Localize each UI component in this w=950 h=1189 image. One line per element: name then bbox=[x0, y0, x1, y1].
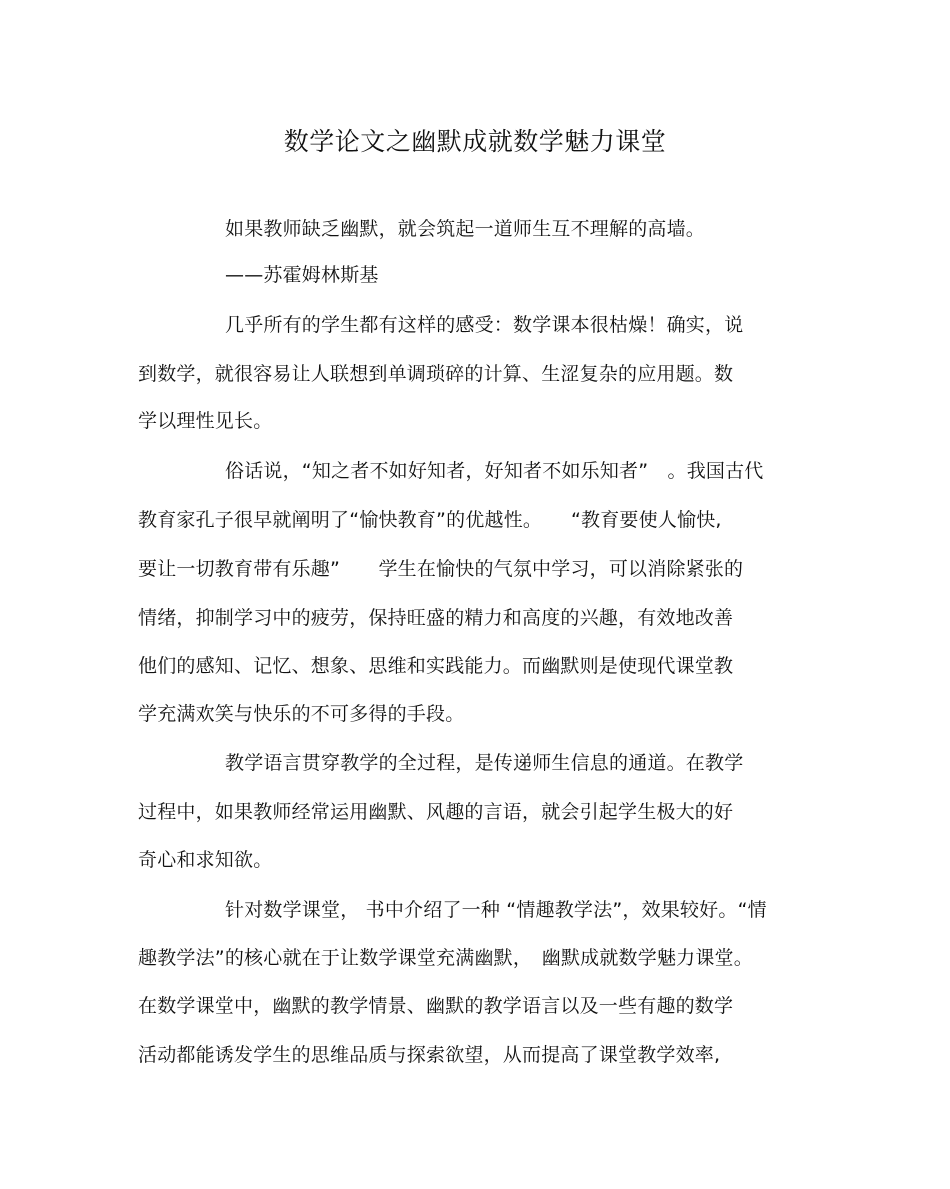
paragraph-line: 俗话说，“知之者不如好知者，好知者不如乐知者” 。我国古代 bbox=[225, 460, 764, 482]
epigraph-quote: 如果教师缺乏幽默，就会筑起一道师生互不理解的高墙。 bbox=[225, 218, 706, 240]
paragraph-line: 几乎所有的学生都有这样的感受：数学课本很枯燥！确实，说 bbox=[225, 314, 744, 336]
epigraph-author: ——苏霍姆林斯基 bbox=[225, 264, 379, 286]
paragraph-line: 学充满欢笑与快乐的不可多得的手段。 bbox=[138, 703, 465, 725]
paragraph-line: 奇心和求知欲。 bbox=[138, 849, 273, 871]
paragraph-line: 针对数学课堂， 书中介绍了一种 “情趣教学法”，效果较好。“情 bbox=[225, 899, 767, 921]
paragraph-line: 学以理性见长。 bbox=[138, 410, 273, 432]
paragraph-line: 趣教学法”的核心就在于让数学课堂充满幽默， 幽默成就数学魅力课堂。 bbox=[138, 947, 753, 969]
paragraph-line: 活动都能诱发学生的思维品质与探索欲望，从而提高了课堂教学效率, bbox=[138, 1044, 721, 1066]
paragraph-line: 在数学课堂中，幽默的教学情景、幽默的教学语言以及一些有趣的数学 bbox=[138, 995, 734, 1017]
paragraph-line: 他们的感知、记忆、想象、思维和实践能力。而幽默则是使现代课堂教 bbox=[138, 655, 734, 677]
paragraph-line: 到数学，就很容易让人联想到单调琐碎的计算、生涩复杂的应用题。数 bbox=[138, 363, 734, 385]
paragraph-line: 要让一切教育带有乐趣” 学生在愉快的气氛中学习，可以消除紧张的 bbox=[138, 558, 744, 580]
paragraph-line: 教学语言贯穿教学的全过程，是传递师生信息的通道。在教学 bbox=[225, 752, 744, 774]
paragraph-line: 过程中，如果教师经常运用幽默、风趣的言语，就会引起学生极大的好 bbox=[138, 801, 734, 823]
page-title: 数学论文之幽默成就数学魅力课堂 bbox=[283, 127, 667, 156]
paragraph-line: 情绪，抑制学习中的疲劳，保持旺盛的精力和高度的兴趣，有效地改善 bbox=[138, 607, 734, 629]
paragraph-line: 教育家孔子很早就阐明了“愉快教育”的优越性。 “教育要使人愉快, bbox=[138, 509, 722, 531]
